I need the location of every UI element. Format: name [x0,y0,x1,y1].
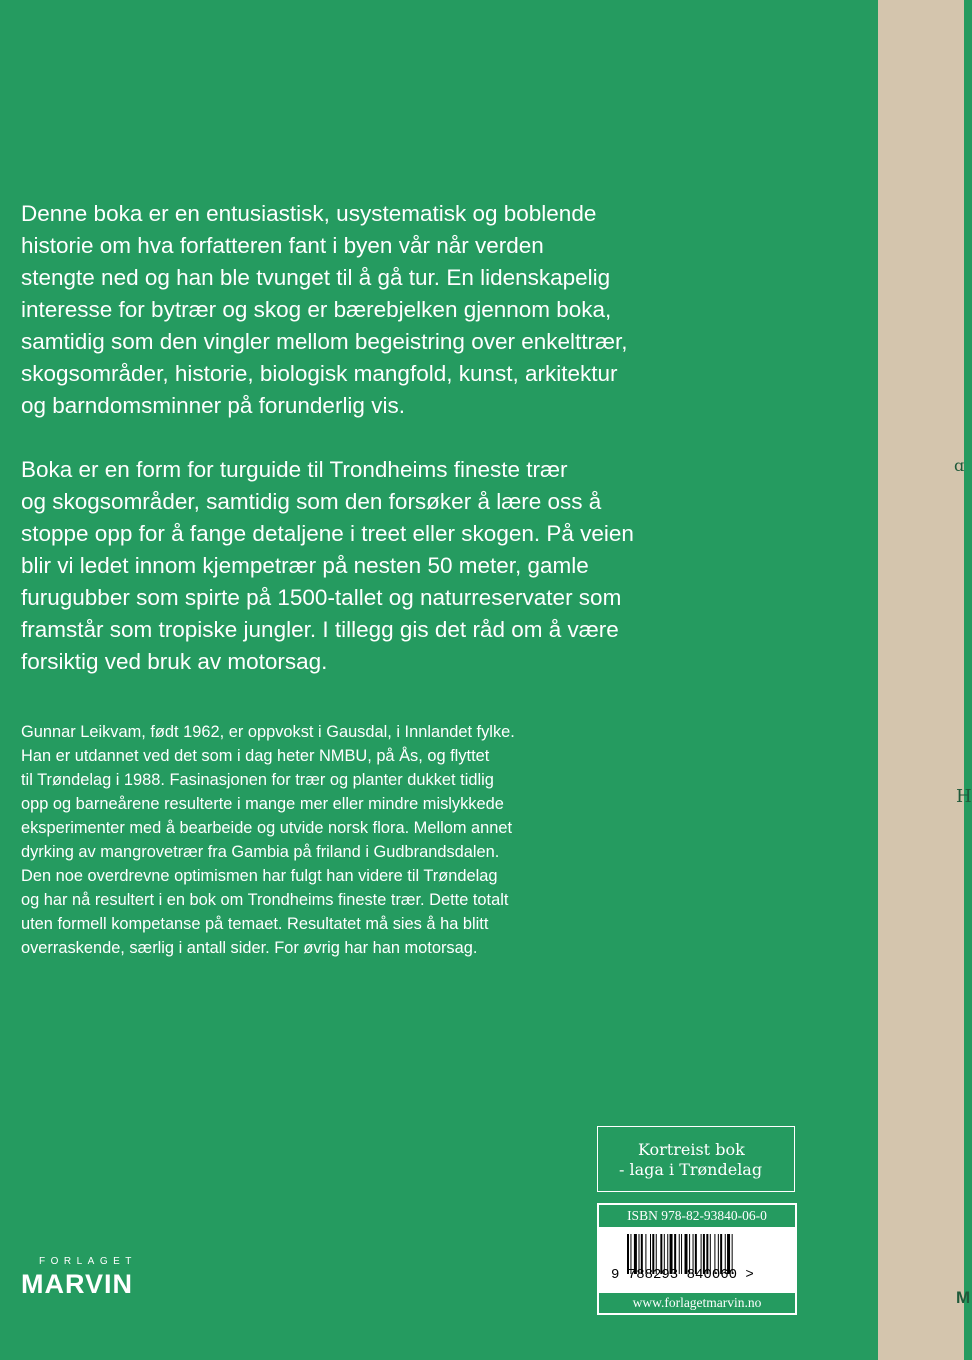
text-line: forsiktig ved bruk av motorsag. [21,649,328,674]
text-line: opp og barneårene resulterte i mange mer eller mindre mislykkede [21,795,504,813]
text-line: og barndomsminner på forunderlig vis. [21,393,405,418]
text-line: dyrking av mangrovetrær fra Gambia på friland i Gudbrandsdalen. [21,843,500,861]
text-line: Han er utdannet ved det som i dag heter NMBU, på Ås, og flyttet [21,747,490,765]
text-line: og skogsområder, samtidig som den forsøker å lære oss å [21,489,602,514]
description-paragraph-1 [21,198,711,422]
publisher-logo-small: FORLAGET [39,1256,137,1267]
text-line: blir vi ledet innom kjempetrær på nesten 50 meter, gamle [21,553,589,578]
isbn-barcode-box [597,1203,797,1315]
text-line: samtidig som den vingler mellom begeistring over enkelttrær, [21,329,628,354]
text-line: og har nå resultert i en bok om Trondheims fineste trær. Dette totalt [21,891,509,909]
publisher-website: www.forlagetmarvin.no [599,1293,795,1313]
isbn-digits: 9 788293 840060 > [611,1267,754,1283]
text-line: Denne boka er en entusiastisk, usystematisk og boblende [21,201,597,226]
text-line: skogsområder, historie, biologisk mangfold, kunst, arkitektur [21,361,618,386]
text-line: stengte ned og han ble tvunget til å gå tur. En lidenskapelig [21,265,611,290]
text-line: furugubber som spirte på 1500-tallet og naturreservater som [21,585,622,610]
text-line: eksperimenter med å bearbeide og utvide norsk flora. Mellom annet [21,819,513,837]
text-line: Gunnar Leikvam, født 1962, er oppvokst i Gausdal, i Innlandet fylke. [21,723,515,741]
spine [878,0,972,1360]
text-line: overraskende, særlig i antall sider. For øvrig har han motorsag. [21,939,478,957]
publisher-logo [21,1255,137,1299]
text-line: stoppe opp for å fange detaljene i treet eller skogen. På veien [21,521,634,546]
author-bio [21,720,581,960]
local-book-label [597,1126,795,1192]
spine-mark-icon: ɑ [954,456,965,475]
spine-mark-icon: H [956,786,972,807]
publisher-logo-name: MARVIN [21,1269,134,1299]
isbn-label: ISBN 978-82-93840-06-0 [599,1205,795,1227]
local-book-line-2: - laga i Trøndelag [619,1160,763,1179]
text-line: uten formell kompetanse på temaet. Resultatet må sies å ha blitt [21,915,489,933]
text-line: historie om hva forfatteren fant i byen vår når verden [21,233,544,258]
text-line: interesse for bytrær og skog er bærebjelken gjennom boka, [21,297,612,322]
local-book-line-1: Kortreist bok [638,1140,745,1159]
description-paragraph-2 [21,454,711,678]
text-line: framstår som tropiske jungler. I tillegg gis det råd om å være [21,617,619,642]
text-line: Boka er en form for turguide til Trondheims fineste trær [21,457,568,482]
spine-mark-icon: M [956,1288,971,1307]
text-line: Den noe overdrevne optimismen har fulgt han videre til Trøndelag [21,867,498,885]
text-line: til Trøndelag i 1988. Fasinasjonen for trær og planter dukket tidlig [21,771,494,789]
